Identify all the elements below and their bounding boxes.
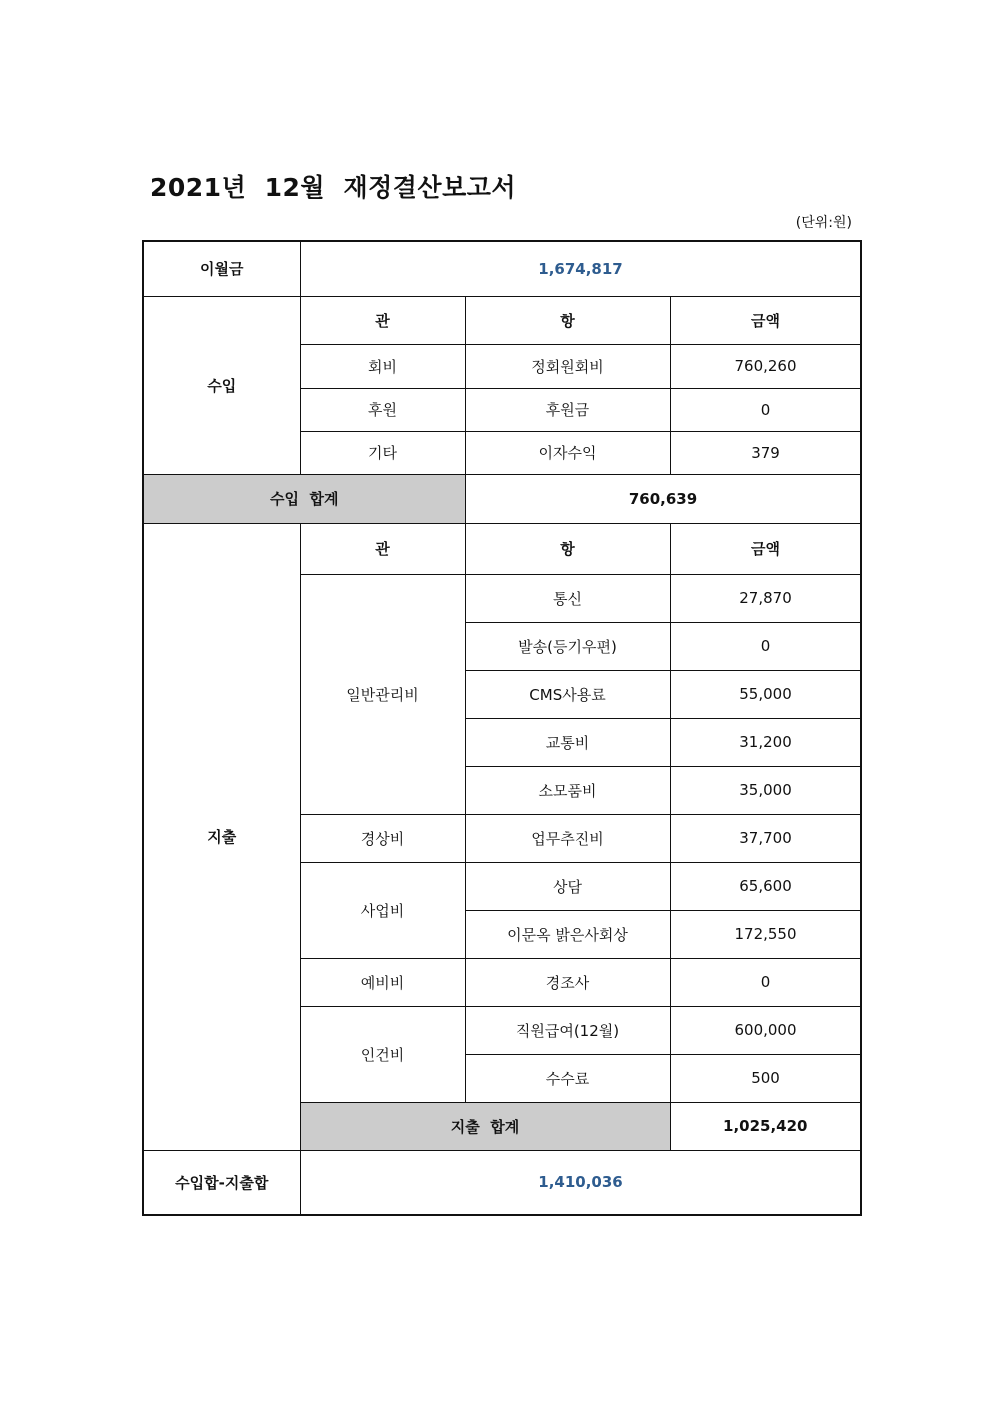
expense-amount: 172,550 <box>670 910 861 958</box>
income-amount: 760,260 <box>670 344 861 388</box>
expense-hang: 이문옥 밝은사회상 <box>465 910 670 958</box>
expense-gwan: 경상비 <box>300 814 465 862</box>
income-header-row <box>143 296 861 344</box>
income-label: 수입 <box>143 296 300 474</box>
expense-hang: 발송(등기우편) <box>465 622 670 670</box>
expense-hang: 직원급여(12월) <box>465 1006 670 1054</box>
expense-hang: 수수료 <box>465 1054 670 1102</box>
income-amount: 0 <box>670 388 861 431</box>
col-header-amount: 금액 <box>670 296 861 344</box>
income-hang: 정회원회비 <box>465 344 670 388</box>
expense-gwan: 일반관리비 <box>300 574 465 814</box>
expense-gwan: 예비비 <box>300 958 465 1006</box>
carryover-value: 1,674,817 <box>300 241 861 296</box>
col-header-gwan: 관 <box>300 523 465 574</box>
expense-total-value: 1,025,420 <box>670 1102 861 1150</box>
expense-hang: 업무추진비 <box>465 814 670 862</box>
col-header-amount: 금액 <box>670 523 861 574</box>
expense-amount: 0 <box>670 958 861 1006</box>
expense-hang: 교통비 <box>465 718 670 766</box>
balance-label: 수입합-지출합 <box>143 1150 300 1215</box>
expense-hang: 상담 <box>465 862 670 910</box>
expense-label: 지출 <box>143 523 300 1150</box>
balance-row <box>143 1150 861 1215</box>
income-total-label: 수입 합계 <box>143 474 465 523</box>
expense-header-row <box>143 523 861 574</box>
expense-amount: 31,200 <box>670 718 861 766</box>
report-title: 2021년 12월 재정결산보고서 <box>150 173 517 202</box>
expense-total-label: 지출 합계 <box>300 1102 670 1150</box>
expense-hang: 경조사 <box>465 958 670 1006</box>
expense-amount: 35,000 <box>670 766 861 814</box>
expense-amount: 600,000 <box>670 1006 861 1054</box>
balance-value: 1,410,036 <box>300 1150 861 1215</box>
income-gwan: 회비 <box>300 344 465 388</box>
expense-amount: 65,600 <box>670 862 861 910</box>
expense-hang: 소모품비 <box>465 766 670 814</box>
col-header-gwan: 관 <box>300 296 465 344</box>
carryover-row <box>143 241 861 296</box>
income-total-value: 760,639 <box>465 474 861 523</box>
finance-table <box>142 240 862 1216</box>
income-gwan: 기타 <box>300 431 465 474</box>
expense-amount: 27,870 <box>670 574 861 622</box>
expense-hang: CMS사용료 <box>465 670 670 718</box>
income-gwan: 후원 <box>300 388 465 431</box>
unit-note: (단위:원) <box>795 215 852 231</box>
expense-amount: 37,700 <box>670 814 861 862</box>
carryover-label: 이월금 <box>143 241 300 296</box>
expense-hang: 통신 <box>465 574 670 622</box>
expense-amount: 500 <box>670 1054 861 1102</box>
col-header-hang: 항 <box>465 523 670 574</box>
expense-gwan: 사업비 <box>300 862 465 958</box>
income-hang: 후원금 <box>465 388 670 431</box>
expense-amount: 55,000 <box>670 670 861 718</box>
col-header-hang: 항 <box>465 296 670 344</box>
income-total-row <box>143 474 861 523</box>
expense-amount: 0 <box>670 622 861 670</box>
income-hang: 이자수익 <box>465 431 670 474</box>
expense-gwan: 인건비 <box>300 1006 465 1102</box>
income-amount: 379 <box>670 431 861 474</box>
